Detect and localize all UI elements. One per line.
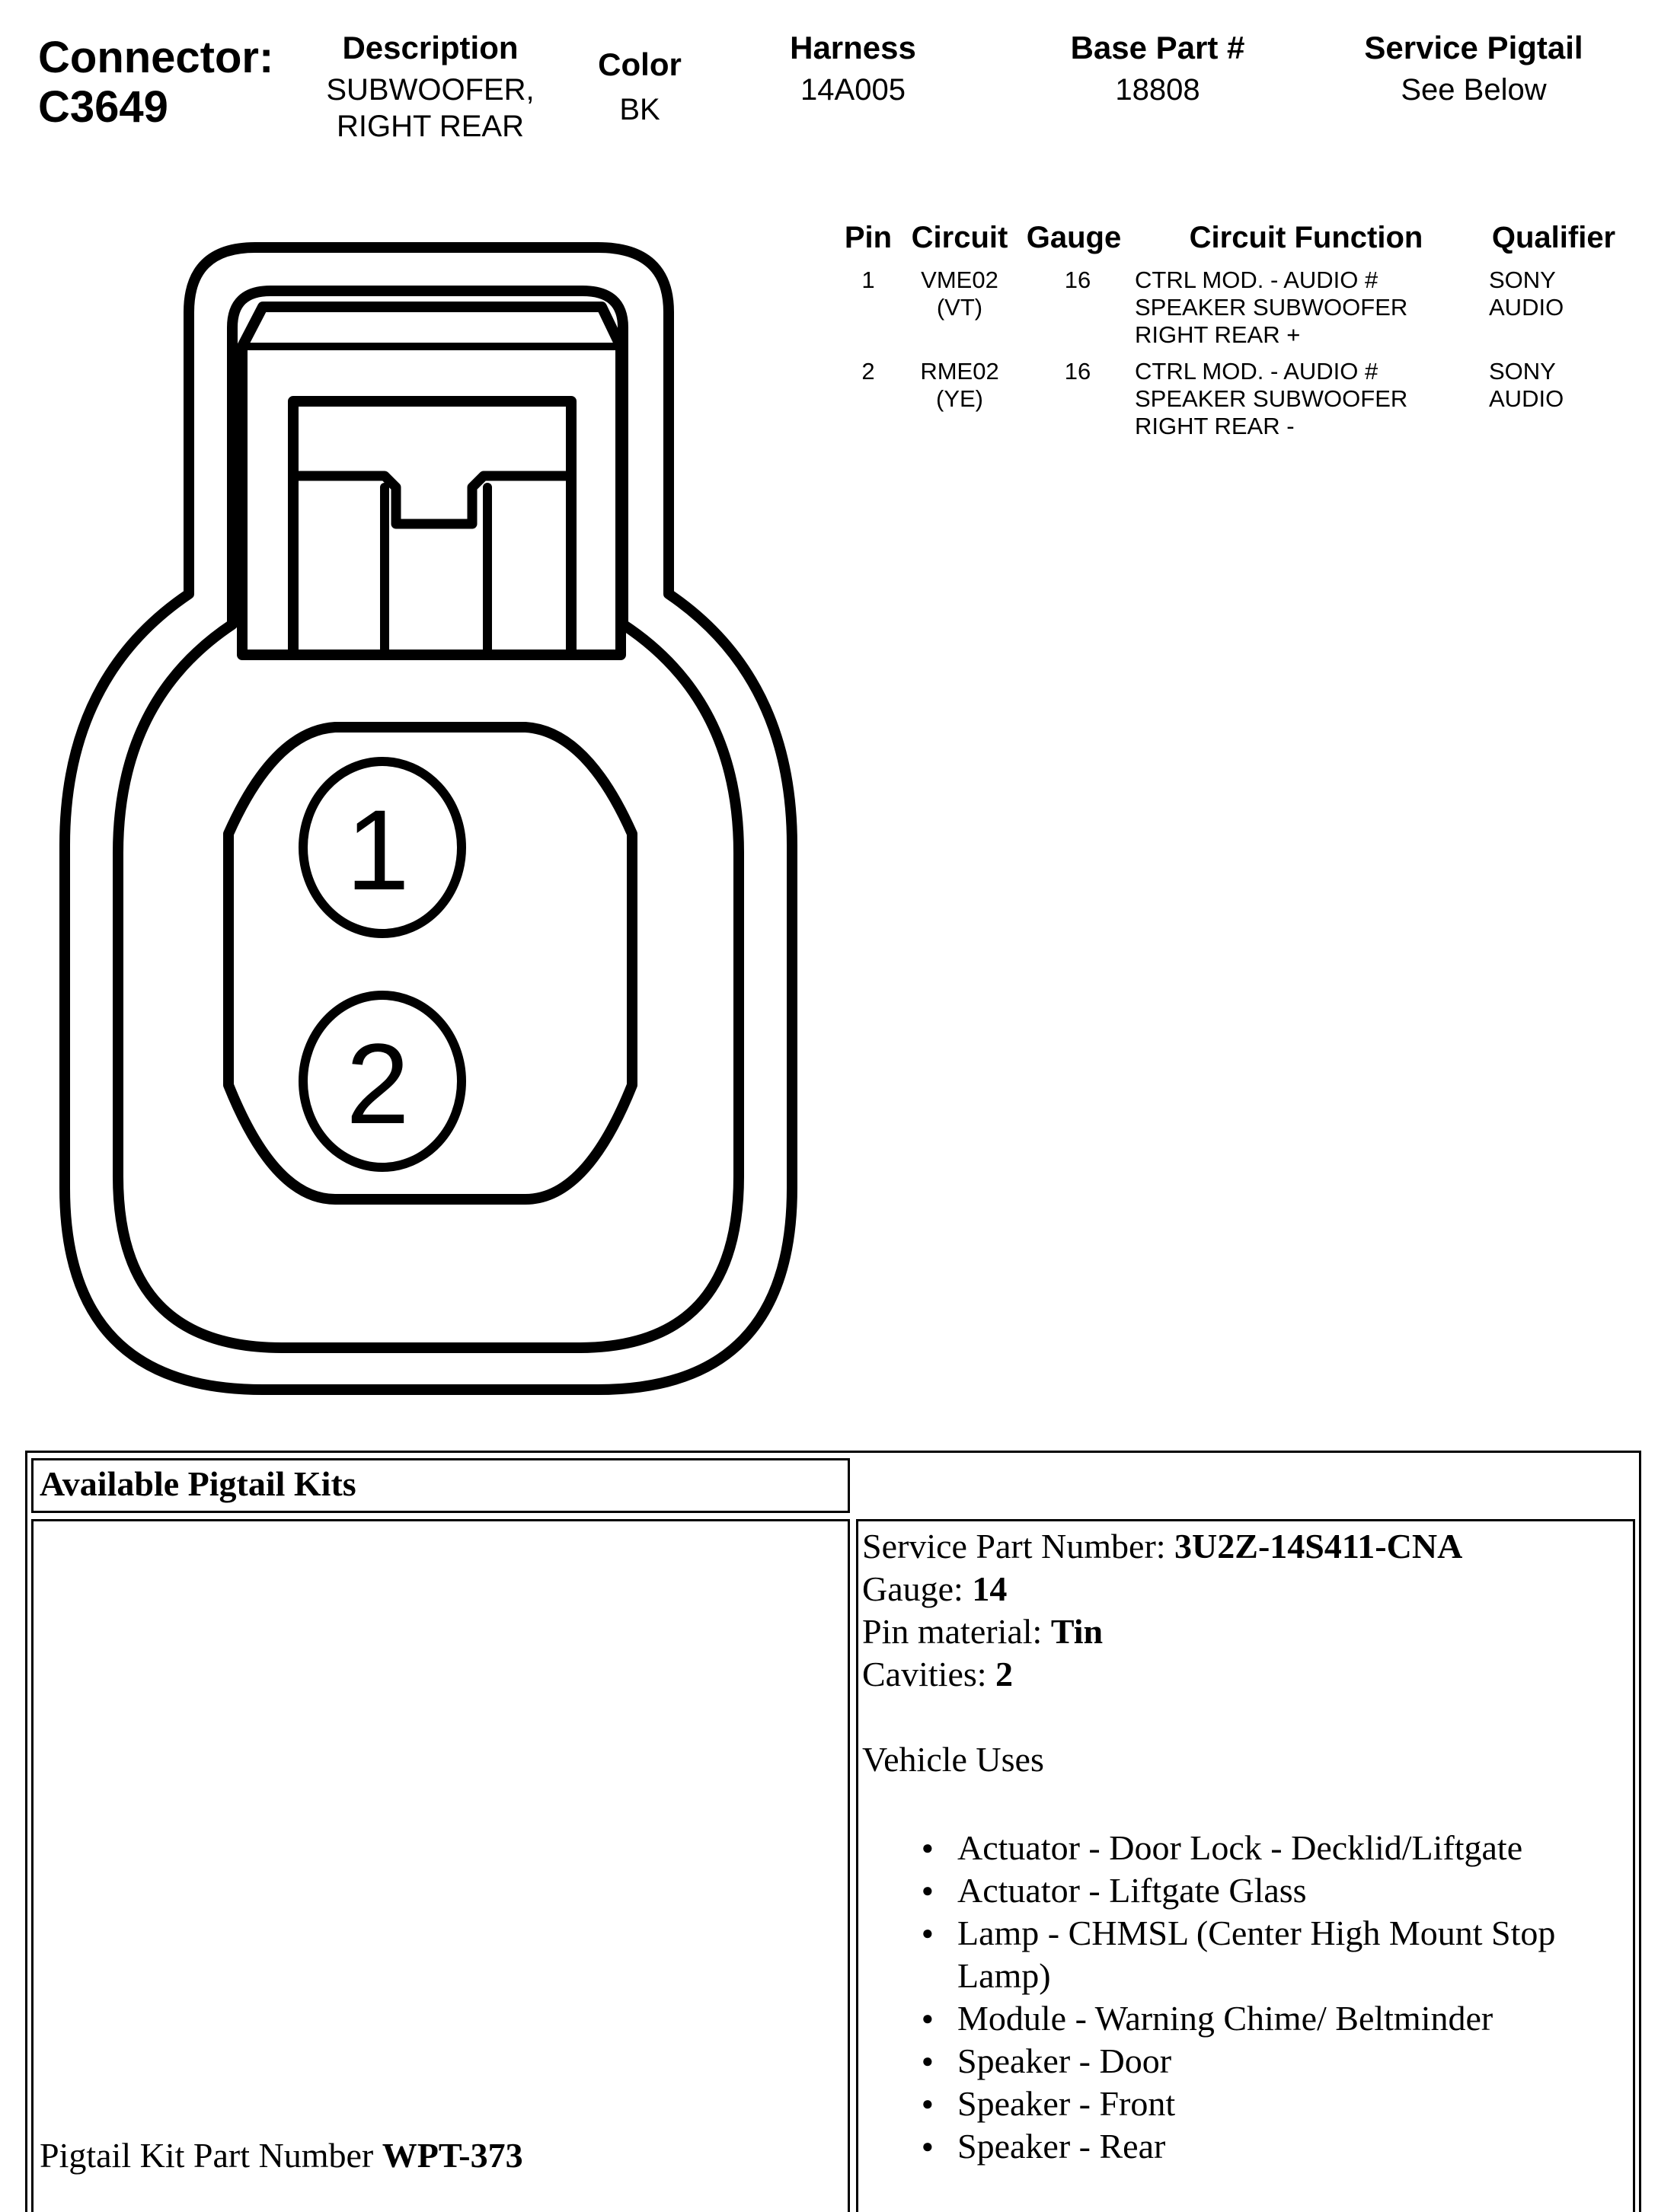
latch-notch xyxy=(293,476,571,524)
circuit-function-header: Circuit Function xyxy=(1189,221,1423,254)
function-cell xyxy=(1135,358,1462,440)
list-item: ● Actuator - Door Lock - Decklid/Liftgate xyxy=(862,1827,1633,1869)
service-pigtail-value: See Below xyxy=(1401,73,1547,107)
function-line: RIGHT REAR + xyxy=(1135,321,1301,348)
pin-cell: 2 xyxy=(861,358,875,385)
function-cell xyxy=(1135,267,1462,349)
list-item: ● Speaker - Front xyxy=(862,2083,1633,2125)
pigtail-detail-cell xyxy=(856,1519,1635,2212)
qualifier-cell xyxy=(1489,358,1626,413)
base-part-value: 18808 xyxy=(1115,73,1200,107)
gauge-cell: 16 xyxy=(1064,267,1091,293)
color-value: BK xyxy=(619,93,660,126)
pin-material-label: Pin material: xyxy=(862,1612,1051,1651)
qualifier-line: SONY xyxy=(1489,267,1556,293)
list-item: ● Actuator - Liftgate Glass xyxy=(862,1869,1633,1912)
list-item: ● Lamp - CHMSL (Center High Mount Stop Lamp) xyxy=(862,1912,1633,1997)
pin-1-label: 1 xyxy=(346,786,410,914)
service-part-line xyxy=(862,1525,1633,1568)
gauge-value: 14 xyxy=(972,1569,1008,1608)
pigtail-kit-part-number xyxy=(40,2134,523,2177)
qualifier-line: AUDIO xyxy=(1489,385,1564,412)
harness-value: 14A005 xyxy=(800,73,906,107)
circuit-code: RME02 xyxy=(920,358,999,385)
qualifier-line: AUDIO xyxy=(1489,294,1564,321)
harness-label: Harness xyxy=(790,30,916,65)
circuit-cell xyxy=(902,358,1017,413)
list-item: ● Speaker - Door xyxy=(862,2040,1633,2083)
function-line: CTRL MOD. - AUDIO # xyxy=(1135,267,1378,293)
cavities-line xyxy=(862,1653,1633,1696)
circuit-code: VME02 xyxy=(921,267,998,293)
list-item: ● Module - Warning Chime/ Beltminder xyxy=(862,1997,1633,2040)
function-line: SPEAKER SUBWOOFER xyxy=(1135,294,1408,321)
service-pigtail-label: Service Pigtail xyxy=(1364,30,1583,65)
gauge-cell: 16 xyxy=(1064,358,1091,385)
service-part-value: 3U2Z-14S411-CNA xyxy=(1174,1527,1463,1566)
gauge-line xyxy=(862,1568,1633,1610)
qualifier-header: Qualifier xyxy=(1491,221,1616,254)
description-line-2: RIGHT REAR xyxy=(337,110,524,143)
cavities-label: Cavities: xyxy=(862,1655,996,1693)
circuit-cell xyxy=(902,267,1017,321)
gauge-label: Gauge: xyxy=(862,1569,973,1608)
pin-header: Pin xyxy=(844,221,893,254)
cavities-value: 2 xyxy=(995,1655,1014,1693)
pin-material-value: Tin xyxy=(1050,1612,1104,1651)
housing-outer-outline xyxy=(65,247,792,1390)
cavity-area xyxy=(228,727,632,1199)
kit-part-label: Pigtail Kit Part Number xyxy=(40,2136,382,2175)
pigtail-details xyxy=(858,1521,1633,2168)
base-part-label: Base Part # xyxy=(1070,30,1245,65)
vehicle-uses-list xyxy=(862,1827,1633,2168)
pigtail-title-cell xyxy=(31,1458,850,1513)
connector-face-diagram xyxy=(0,0,823,1416)
pigtail-kit-cell xyxy=(31,1519,850,2212)
qualifier-line: SONY xyxy=(1489,358,1556,385)
description-label: Description xyxy=(342,30,519,65)
function-line: RIGHT REAR - xyxy=(1135,413,1295,439)
qualifier-cell xyxy=(1489,267,1626,321)
description-line-1: SUBWOOFER, xyxy=(326,73,535,107)
circuit-header: Circuit xyxy=(911,221,1008,254)
circuit-color: (VT) xyxy=(936,294,983,321)
service-pigtail-column xyxy=(1325,29,1622,108)
list-item: ● Speaker - Rear xyxy=(862,2125,1633,2168)
connector-label: Connector: xyxy=(38,33,274,82)
gauge-header: Gauge xyxy=(1026,221,1122,254)
connector-id: C3649 xyxy=(38,82,168,132)
pin-2-label: 2 xyxy=(346,1020,410,1147)
base-part-column xyxy=(1036,29,1279,108)
function-line: CTRL MOD. - AUDIO # xyxy=(1135,358,1378,385)
vehicle-uses-title: Vehicle Uses xyxy=(862,1740,1044,1779)
kit-part-value: WPT-373 xyxy=(382,2136,523,2175)
color-label: Color xyxy=(598,46,682,82)
function-line: SPEAKER SUBWOOFER xyxy=(1135,385,1408,412)
service-part-label: Service Part Number: xyxy=(862,1527,1175,1566)
pin-cell: 1 xyxy=(861,267,875,293)
pin-material-line xyxy=(862,1610,1633,1653)
pigtail-section-title: Available Pigtail Kits xyxy=(40,1464,356,1503)
housing-inner-outline xyxy=(118,291,739,1348)
circuit-color: (YE) xyxy=(936,385,983,412)
